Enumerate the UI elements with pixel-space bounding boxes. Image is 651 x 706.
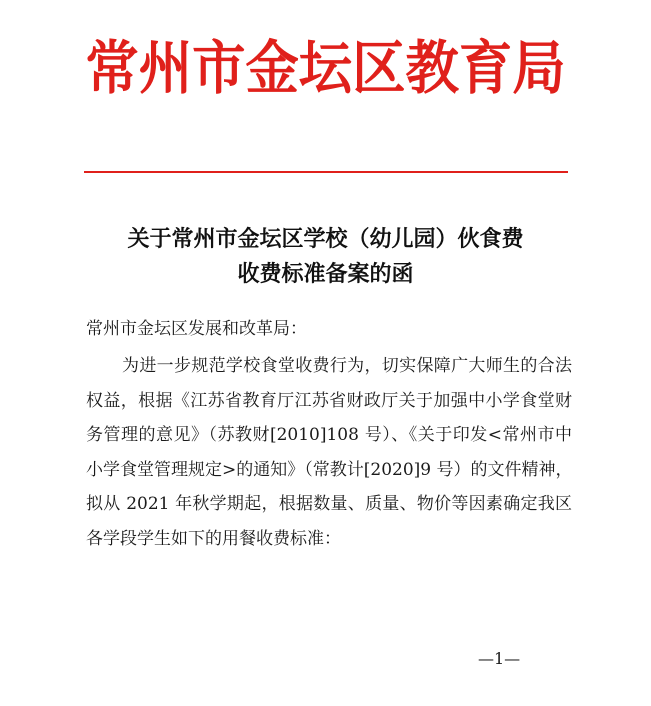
letterhead-org-name: 常州市金坛区教育局 (85, 34, 566, 102)
body-line: 权益，根据《江苏省教育厅江苏省财政厅关于加强中小学食堂财 (86, 390, 572, 411)
body-line: 务管理的意见》（苏教财[2010]108 号）、《关于印发<常州市中 (86, 425, 572, 445)
body-line: 小学食堂管理规定>的通知》（常教计[2020]9 号）的文件精神， (86, 459, 573, 480)
body-paragraph (86, 349, 572, 556)
body-line: 拟从 2021 年秋学期起，根据数量、质量、物价等因素确定我区 (86, 494, 572, 514)
addressee: 常州市金坛区发展和改革局： (86, 319, 307, 339)
document-title (0, 222, 651, 292)
letterhead-red-rule (84, 171, 568, 173)
body-line: 为进一步规范学校食堂收费行为，切实保障广大师生的合法 (122, 356, 572, 376)
body-line: 各学段学生如下的用餐收费标准： (86, 528, 341, 549)
document-title-line-2: 收费标准备案的函 (237, 261, 414, 287)
page-number: —1— (478, 649, 521, 668)
document-title-line-1: 关于常州市金坛区学校（幼儿园）伙食费 (127, 226, 524, 252)
